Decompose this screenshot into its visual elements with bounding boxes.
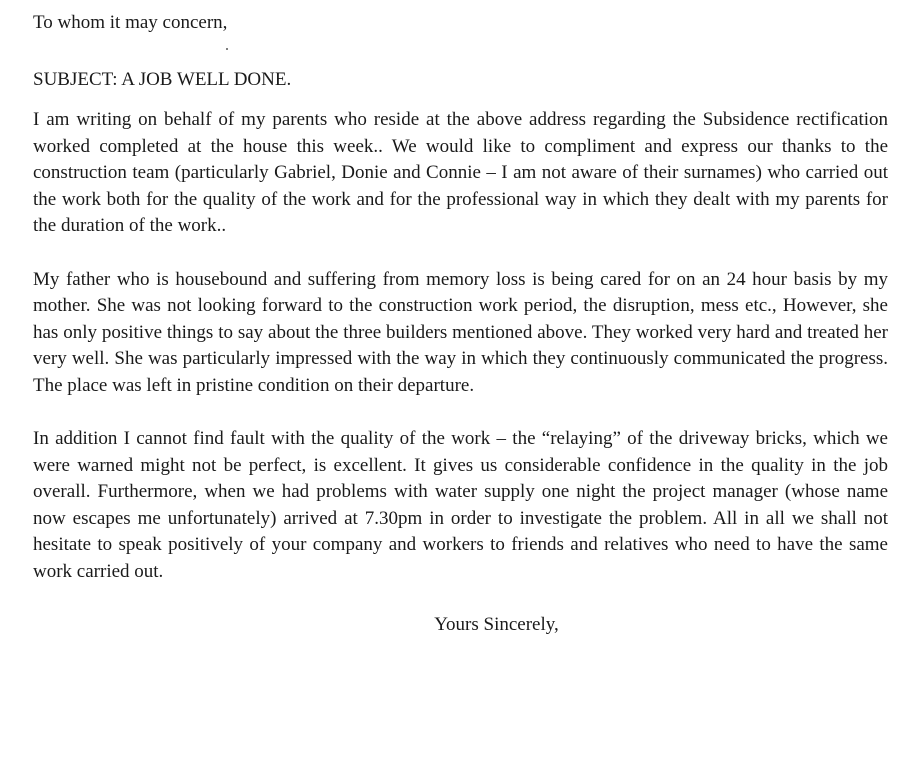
closing: Yours Sincerely,: [434, 614, 559, 635]
letter-body: [33, 10, 888, 639]
paragraph-1: I am writing on behalf of my parents who reside at the above address regarding the Subsidence rectification worked completed at the house this week.. We would like to compliment and express our thanks to the construction team (particularly Gabriel, Donie and Connie – I am not aware of their surnames) who carried out the work both for the quality of the work and for the professional way in which they dealt with my parents for the duration of the work..: [33, 109, 888, 236]
paragraph-3: In addition I cannot find fault with the quality of the work – the “relaying” of the driveway bricks, which we were warned might not be perfect, is excellent. It gives us considerable confidence in the quality in the job overall. Furthermore, when we had problems with water supply one night the project manager (whose name now escapes me unfortunately) arrived at 7.30pm in order to investigate the problem. All in all we shall not hesitate to speak positively of your company and workers to friends and relatives who need to have the same work carried out.: [33, 428, 888, 582]
paragraph-2: My father who is housebound and suffering from memory loss is being cared for on an 24 hour basis by my mother. She was not looking forward to the construction work period, the disruption, mess etc., However, she has only positive things to say about the three builders mentioned above. They worked very hard and treated her very well. She was particularly impressed with the way in which they continuously communicated the progress. The place was left in pristine condition on their departure.: [33, 268, 888, 396]
salutation: To whom it may concern,: [33, 12, 228, 33]
subject-line: SUBJECT: A JOB WELL DONE.: [33, 68, 292, 90]
